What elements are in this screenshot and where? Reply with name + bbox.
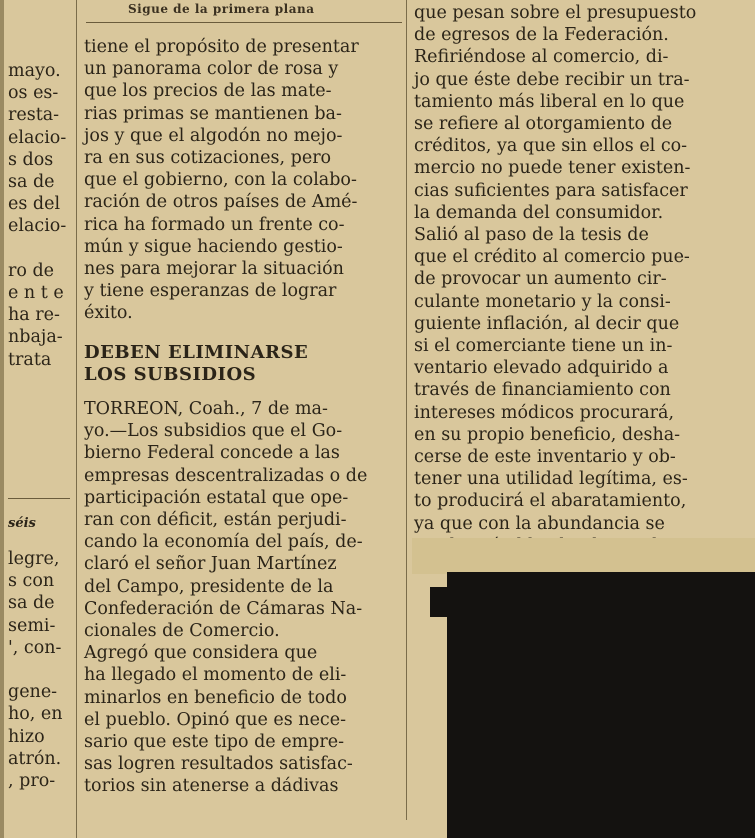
text-fragment: mayo. xyxy=(8,61,61,81)
left-column-rule xyxy=(8,498,70,499)
text-line: través de financiamiento con xyxy=(414,380,671,401)
text-fragment: ho, en xyxy=(8,704,63,725)
missing-area-tab xyxy=(430,587,450,617)
text-line: Refiriéndose al comercio, di- xyxy=(414,47,669,68)
text-line: sario que este tipo de empre- xyxy=(84,732,344,753)
left-column-label: séis xyxy=(8,516,36,531)
text-line: de provocar un aumento cir- xyxy=(414,269,667,290)
text-fragment: os es- xyxy=(8,83,59,104)
text-line: cionales de Comercio. xyxy=(84,621,280,642)
text-fragment: e n t e xyxy=(8,283,64,304)
missing-area xyxy=(447,572,755,838)
text-fragment: gene- xyxy=(8,682,58,703)
text-line: éxito. xyxy=(84,303,133,324)
text-fragment: elacio- xyxy=(8,216,67,237)
text-line: jos y que el algodón no mejo- xyxy=(84,125,343,146)
left-column-top xyxy=(8,60,70,371)
text-line: y tiene esperanzas de lograr xyxy=(84,281,337,302)
text-line: tamiento más liberal en lo que xyxy=(414,91,685,112)
text-line: en su propio beneficio, desha- xyxy=(414,424,681,445)
text-fragment: elacio- xyxy=(8,127,67,148)
text-line: to producirá el abaratamiento, xyxy=(414,491,687,512)
text-line: la demanda del consumidor. xyxy=(414,202,664,223)
middle-column-article xyxy=(84,398,402,798)
text-fragment: nbaja- xyxy=(8,327,63,348)
text-line: cerse de este inventario y ob- xyxy=(414,447,676,468)
text-line: intereses módicos procurará, xyxy=(414,402,675,423)
right-column xyxy=(414,2,744,579)
text-line: Salió al paso de la tesis de xyxy=(414,225,649,246)
banner-rule xyxy=(86,22,402,23)
text-line: mún y sigue haciendo gestio- xyxy=(84,236,343,257)
text-line: que el gobierno, con la colabo- xyxy=(84,170,357,191)
column-rule-left xyxy=(76,0,77,838)
text-line: ración de otros países de Amé- xyxy=(84,192,358,213)
article-headline xyxy=(84,342,308,386)
text-fragment: ', con- xyxy=(8,637,62,658)
text-line: que los precios de las mate- xyxy=(84,81,332,102)
text-line: se refiere al otorgamiento de xyxy=(414,114,673,135)
text-line: cando la economía del país, de- xyxy=(84,532,363,553)
text-line: ventario elevado adquirido a xyxy=(414,358,669,379)
text-line: de egresos de la Federación. xyxy=(414,25,669,46)
text-fragment: atrón. xyxy=(8,748,62,769)
text-line: mercio no puede tener existen- xyxy=(414,158,691,179)
torn-edge xyxy=(412,538,755,574)
text-fragment: ha re- xyxy=(8,305,60,326)
text-line: ra en sus cotizaciones, pero xyxy=(84,148,332,169)
text-line: del Campo, presidente de la xyxy=(84,576,334,597)
text-fragment xyxy=(8,659,70,681)
text-fragment: resta- xyxy=(8,105,60,126)
left-column-bottom xyxy=(8,548,70,792)
text-fragment: s dos xyxy=(8,149,54,170)
headline-line-1: DEBEN ELIMINARSE xyxy=(84,342,309,363)
text-fragment xyxy=(8,238,70,260)
text-line: tener una utilidad legítima, es- xyxy=(414,469,688,490)
text-line: que pesan sobre el presupuesto xyxy=(414,3,697,23)
text-line: cias suficientes para satisfacer xyxy=(414,180,688,201)
text-line: culante monetario y la consi- xyxy=(414,291,671,312)
text-fragment: semi- xyxy=(8,615,56,636)
headline-line-2: LOS SUBSIDIOS xyxy=(84,364,257,385)
text-line: nes para mejorar la situación xyxy=(84,259,344,280)
text-line: ran con déficit, están perjudi- xyxy=(84,510,347,531)
text-line: guiente inflación, al decir que xyxy=(414,313,680,334)
text-line: el pueblo. Opinó que es nece- xyxy=(84,709,347,730)
text-line: claró el señor Juan Martínez xyxy=(84,554,337,575)
text-line: ya que con la abundancia se xyxy=(414,513,665,534)
text-fragment: sa de xyxy=(8,593,55,614)
text-fragment: s con xyxy=(8,571,55,592)
text-line: Confederación de Cámaras Na- xyxy=(84,598,363,619)
continuation-banner: Sigue de la primera plana xyxy=(128,2,315,16)
text-line: sas logren resultados satisfac- xyxy=(84,754,353,775)
text-line: yo.—Los subsidios que el Go- xyxy=(84,421,343,442)
text-fragment: sa de xyxy=(8,172,55,193)
text-line: créditos, ya que sin ellos el co- xyxy=(414,136,688,157)
text-line: bierno Federal concede a las xyxy=(84,443,340,464)
text-line: jo que éste debe recibir un tra- xyxy=(414,69,690,90)
text-line: TORREON, Coah., 7 de ma- xyxy=(84,399,328,419)
text-line: empresas descentralizadas o de xyxy=(84,465,368,486)
text-fragment: ro de xyxy=(8,260,55,281)
text-line: un panorama color de rosa y xyxy=(84,59,339,80)
text-line: participación estatal que ope- xyxy=(84,487,349,508)
text-line: tiene el propósito de presentar xyxy=(84,37,359,57)
text-line: si el comerciante tiene un in- xyxy=(414,336,673,357)
text-line: Agregó que considera que xyxy=(84,643,318,664)
text-line: minarlos en beneficio de todo xyxy=(84,687,347,708)
text-fragment: trata xyxy=(8,349,52,370)
text-line: ha llegado el momento de eli- xyxy=(84,665,347,686)
text-line: rica ha formado un frente co- xyxy=(84,214,345,235)
text-fragment: , pro- xyxy=(8,771,56,792)
text-line: que el crédito al comercio pue- xyxy=(414,247,690,268)
middle-column-top xyxy=(84,36,402,325)
text-fragment: hizo xyxy=(8,726,45,747)
text-line: torios sin atenerse a dádivas xyxy=(84,776,339,797)
text-fragment: es del xyxy=(8,194,61,215)
text-fragment: legre, xyxy=(8,549,60,569)
column-rule-right xyxy=(406,0,407,820)
text-line: rias primas se mantienen ba- xyxy=(84,103,342,124)
